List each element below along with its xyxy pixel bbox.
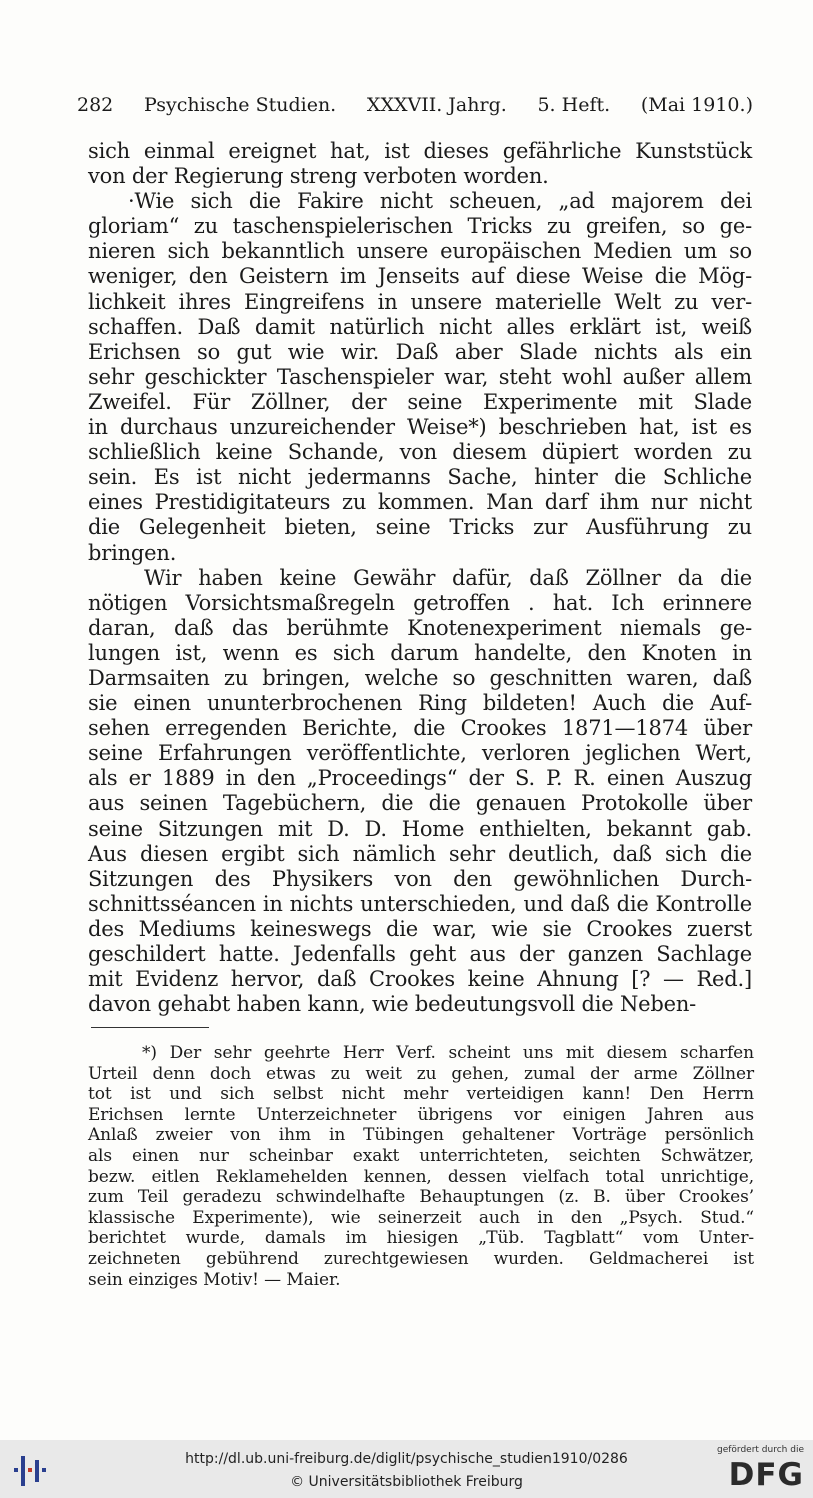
text-line: sie einen ununterbrochenen Ring bildeten! Auch die Auf- xyxy=(88,691,752,716)
footnote-divider xyxy=(91,1027,209,1028)
text-line: eines Prestidigitateurs zu kommen. Man darf ihm nur nicht xyxy=(88,490,752,515)
text-line: daran, daß das berühmte Knotenexperiment niemals ge- xyxy=(88,615,752,640)
footnote-line: sein einziges Motiv! — Maier. xyxy=(88,1269,341,1290)
text-line: nötigen Vorsichtsmaßregeln getroffen . hat. Ich erinnere xyxy=(88,590,752,615)
dfg-logo[interactable]: DFG xyxy=(728,1457,804,1493)
text-line: schnittsséancen in nichts unterschieden, und daß die Kontrolle xyxy=(88,891,752,916)
footnote-line: zeichneten gebührend zurechtgewiesen wurden. Geldmacherei ist xyxy=(88,1248,754,1269)
text-line: lungen ist, wenn es sich darum handelte, den Knoten in xyxy=(88,640,752,665)
text-line: in durchaus unzureichender Weise*) beschrieben hat, ist es xyxy=(88,415,752,440)
text-line: aus seinen Tagebüchern, die die genauen Protokolle über xyxy=(88,791,752,816)
footnote-line: Erichsen lernte Unterzeichneter übrigens vor einigen Jahren aus xyxy=(88,1104,754,1125)
funder-note: gefördert durch die xyxy=(717,1445,804,1455)
footnote-line: *) Der sehr geehrte Herr Verf. scheint uns mit diesem scharfen xyxy=(142,1043,754,1063)
text-line: sehr geschickter Taschenspieler war, steht wohl außer allem xyxy=(88,364,752,389)
viewer-footer xyxy=(0,1440,813,1498)
text-line: sehen erregenden Berichte, die Crookes 1871—1874 über xyxy=(88,716,752,741)
text-line: Darmsaiten zu bringen, welche so geschnitten waren, daß xyxy=(88,665,752,690)
text-line: Sitzungen des Physikers von den gewöhnlichen Durch- xyxy=(88,866,752,891)
footnote-line: berichtet wurde, damals im hiesigen „Tüb. Tagblatt“ vom Unter- xyxy=(88,1228,754,1249)
text-line: Erichsen so gut wie wir. Daß aber Slade nichts als ein xyxy=(88,339,752,364)
text-line: gloriam“ zu taschenspielerischen Tricks zu greifen, so ge- xyxy=(88,214,752,239)
text-line: lichkeit ihres Eingreifens in unsere materielle Welt zu ver- xyxy=(88,289,752,314)
running-head xyxy=(77,92,753,118)
footnote-line: als einen nur scheinbar exakt unterrichteten, seichten Schwätzer, xyxy=(88,1145,754,1166)
text-line: seine Erfahrungen veröffentlichte, verloren jeglichen Wert, xyxy=(88,741,752,766)
text-line: des Mediums keineswegs die war, wie sie Crookes zuerst xyxy=(88,916,752,941)
footnote-line: Urteil denn doch etwas zu weit zu gehen, zumal der arme Zöllner xyxy=(88,1063,754,1084)
text-line: als er 1889 in den „Proceedings“ der S. P. R. einen Auszug xyxy=(88,766,752,791)
page-number: 282 xyxy=(77,94,114,116)
text-line: bringen. xyxy=(88,540,177,565)
text-line: geschildert hatte. Jedenfalls geht aus der ganzen Sachlage xyxy=(88,942,752,966)
issue-date: (Mai 1910.) xyxy=(640,94,753,116)
text-line: die Gelegenheit bieten, seine Tricks zur Ausführung zu xyxy=(88,515,752,540)
issue-number: 5. Heft. xyxy=(537,94,611,116)
footnote-line: tot ist und sich selbst nicht mehr verteidigen kann! Den Herrn xyxy=(88,1084,754,1105)
text-line: weniger, den Geistern im Jenseits auf diese Weise die Mög- xyxy=(88,264,752,289)
text-line: mit Evidenz hervor, daß Crookes keine Ahnung [? — Red.] xyxy=(88,967,752,992)
text-line: schaffen. Daß damit natürlich nicht alles erklärt ist, weiß xyxy=(88,314,752,339)
footnote-line: zum Teil geradezu schwindelhafte Behauptungen (z. B. über Crookes’ xyxy=(88,1187,754,1208)
text-line: sich einmal ereignet hat, ist dieses gefährliche Kunststück xyxy=(88,139,752,163)
footnote-line: bezw. eitlen Reklamehelden kennen, dessen vielfach total unrichtige, xyxy=(88,1166,754,1187)
copyright-notice: © Universitätsbibliothek Freiburg xyxy=(290,1474,523,1490)
text-line: sein. Es ist nicht jedermanns Sache, hinter die Schliche xyxy=(88,465,752,490)
text-line: davon gehabt haben kann, wie bedeutungsvoll die Neben- xyxy=(88,992,697,1017)
text-line: seine Sitzungen mit D. D. Home enthielten, bekannt gab. xyxy=(88,816,752,841)
text-line: Zweifel. Für Zöllner, der seine Experimente mit Slade xyxy=(88,389,752,414)
text-line: Wir haben keine Gewähr dafür, daß Zöllner da die xyxy=(144,565,752,590)
text-line: nieren sich bekanntlich unsere europäischen Medien um so xyxy=(88,239,752,264)
text-line: ·Wie sich die Fakire nicht scheuen, „ad majorem dei xyxy=(128,189,752,214)
text-line: von der Regierung streng verboten worden. xyxy=(88,164,549,189)
footnote xyxy=(88,1043,754,1290)
text-line: Aus diesen ergibt sich nämlich sehr deutlich, daß sich die xyxy=(88,841,752,866)
journal-title: Psychische Studien. xyxy=(143,94,337,116)
source-url-link[interactable]: http://dl.ub.uni-freiburg.de/diglit/psychische_studien1910/0286 xyxy=(185,1451,628,1467)
volume-year: XXXVII. Jahrg. xyxy=(366,94,507,116)
footnote-line: klassische Experimente), wie seinerzeit auch in den „Psych. Stud.“ xyxy=(88,1207,754,1228)
body-text xyxy=(88,139,752,1017)
footnote-line: Anlaß zweier von ihm in Tübingen gehaltener Vorträge persönlich xyxy=(88,1125,754,1146)
text-line: schließlich keine Schande, von diesem düpiert worden zu xyxy=(88,440,752,465)
